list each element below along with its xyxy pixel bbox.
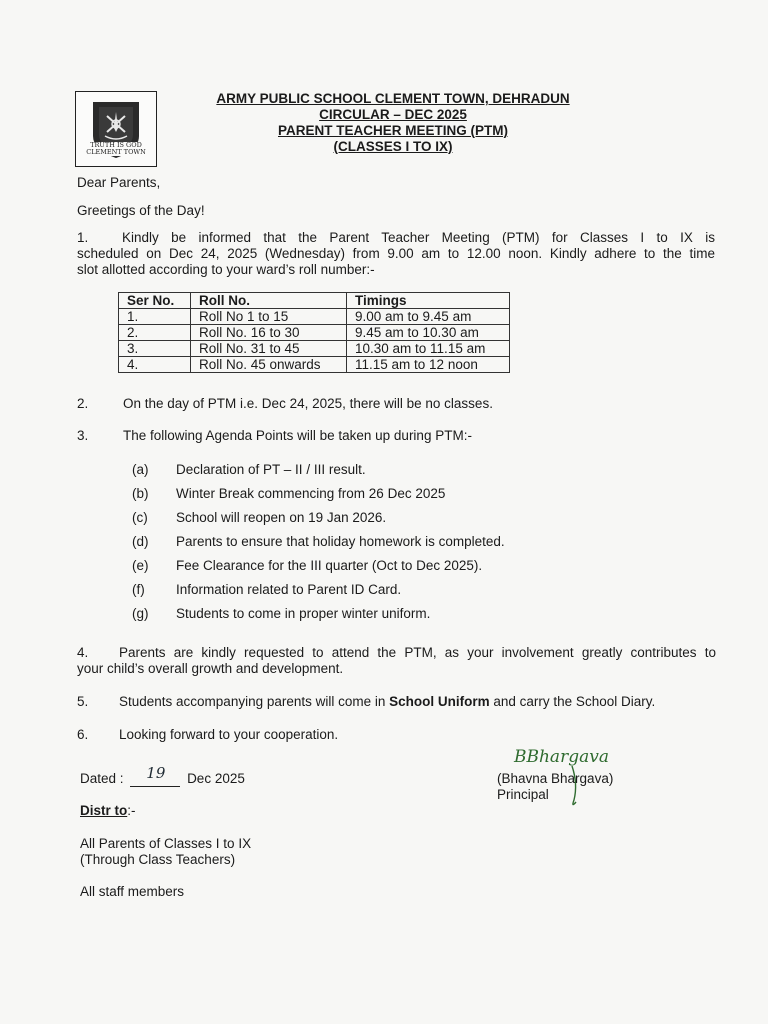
- agenda-item: Information related to Parent ID Card.: [176, 582, 402, 597]
- distribution-label: Distr to: [80, 803, 128, 818]
- roll-timing-table: [118, 292, 510, 373]
- para5-pre: Students accompanying parents will come in: [119, 694, 390, 709]
- distribution-line: (Through Class Teachers): [80, 852, 236, 867]
- agenda-label: (c): [132, 510, 148, 525]
- table-row: [119, 309, 510, 325]
- agenda-item: Winter Break commencing from 26 Dec 2025: [176, 486, 446, 501]
- para5-bold: School Uniform: [389, 694, 490, 709]
- para3-text: The following Agenda Points will be taken up during PTM:-: [123, 428, 472, 443]
- col-header-ser: Ser No.: [119, 293, 191, 309]
- dated-label: Dated :: [80, 771, 124, 786]
- distribution-heading: [80, 803, 136, 819]
- dated-line: [80, 764, 245, 787]
- greeting: Greetings of the Day!: [77, 203, 205, 218]
- para5-text: [119, 694, 655, 710]
- agenda-item: School will reopen on 19 Jan 2026.: [176, 510, 387, 525]
- cell-timing: 9.45 am to 10.30 am: [347, 325, 510, 341]
- dated-rest: Dec 2025: [187, 771, 245, 786]
- table-row: [119, 325, 510, 341]
- signature-text: BBhargava: [514, 747, 609, 767]
- circular-title: CIRCULAR – DEC 2025: [319, 107, 467, 122]
- para2-number: 2.: [77, 396, 89, 411]
- agenda-item: Parents to ensure that holiday homework is completed.: [176, 534, 505, 549]
- agenda-label: (f): [132, 582, 145, 597]
- cell-ser: 1.: [119, 309, 191, 325]
- para1-line1: Kindly be informed that the Parent Teacher Meeting (PTM) for Classes I to IX is: [122, 230, 715, 245]
- meeting-title: PARENT TEACHER MEETING (PTM): [278, 123, 508, 138]
- cell-timing: 10.30 am to 11.15 am: [347, 341, 510, 357]
- date-blank: [130, 764, 180, 787]
- cell-roll: Roll No. 16 to 30: [191, 325, 347, 341]
- agenda-label: (e): [132, 558, 149, 573]
- para3-number: 3.: [77, 428, 89, 443]
- logo-place: CLEMENT TOWN: [86, 148, 146, 156]
- classes-title: (CLASSES I TO IX): [333, 139, 453, 154]
- para2-text: On the day of PTM i.e. Dec 24, 2025, there will be no classes.: [123, 396, 493, 411]
- document-heading: [182, 91, 604, 155]
- cell-roll: Roll No. 31 to 45: [191, 341, 347, 357]
- cell-timing: 9.00 am to 9.45 am: [347, 309, 510, 325]
- agenda-item: Fee Clearance for the III quarter (Oct to Dec 2025).: [176, 558, 483, 573]
- school-logo: [75, 91, 157, 167]
- distribution-line: All Parents of Classes I to IX: [80, 836, 252, 851]
- agenda-label: (d): [132, 534, 149, 549]
- para4-number: 4.: [77, 645, 89, 660]
- cell-ser: 2.: [119, 325, 191, 341]
- cell-ser: 4.: [119, 357, 191, 373]
- para6-text: Looking forward to your cooperation.: [119, 727, 339, 742]
- para6-number: 6.: [77, 727, 89, 742]
- para4-line1: Parents are kindly requested to attend the PTM, as your involvement greatly contributes to: [119, 645, 716, 660]
- agenda-label: (g): [132, 606, 149, 621]
- para4-line2: your child’s overall growth and development.: [77, 661, 344, 676]
- cell-ser: 3.: [119, 341, 191, 357]
- distribution-suffix: :-: [127, 803, 136, 818]
- col-header-timings: Timings: [347, 293, 510, 309]
- col-header-roll: Roll No.: [191, 293, 347, 309]
- para5-post: and carry the School Diary.: [489, 694, 656, 709]
- signatory-name: (Bhavna Bhargava): [497, 771, 614, 786]
- agenda-item: Declaration of PT – II / III result.: [176, 462, 366, 477]
- table-row: [119, 341, 510, 357]
- signatory-title: Principal: [497, 787, 549, 802]
- para5-number: 5.: [77, 694, 89, 709]
- agenda-label: (b): [132, 486, 149, 501]
- table-row: [119, 357, 510, 373]
- cell-roll: Roll No. 45 onwards: [191, 357, 347, 373]
- logo-motto: TRUTH IS GOD: [90, 141, 142, 149]
- date-day: 19: [146, 764, 166, 782]
- distribution-line: All staff members: [80, 884, 185, 899]
- agenda-item: Students to come in proper winter uniform.: [176, 606, 431, 621]
- cell-timing: 11.15 am to 12 noon: [347, 357, 510, 373]
- table-header-row: [119, 293, 510, 309]
- cell-roll: Roll No 1 to 15: [191, 309, 347, 325]
- school-name: ARMY PUBLIC SCHOOL CLEMENT TOWN, DEHRADUN: [216, 91, 570, 106]
- salutation: Dear Parents,: [77, 175, 161, 190]
- para1-number: 1.: [77, 230, 89, 245]
- agenda-label: (a): [132, 462, 149, 477]
- para1-line2: scheduled on Dec 24, 2025 (Wednesday) from 9.00 am to 12.00 noon. Kindly adhere to the time: [77, 246, 715, 261]
- para1-line3: slot allotted according to your ward’s roll number:-: [77, 262, 375, 277]
